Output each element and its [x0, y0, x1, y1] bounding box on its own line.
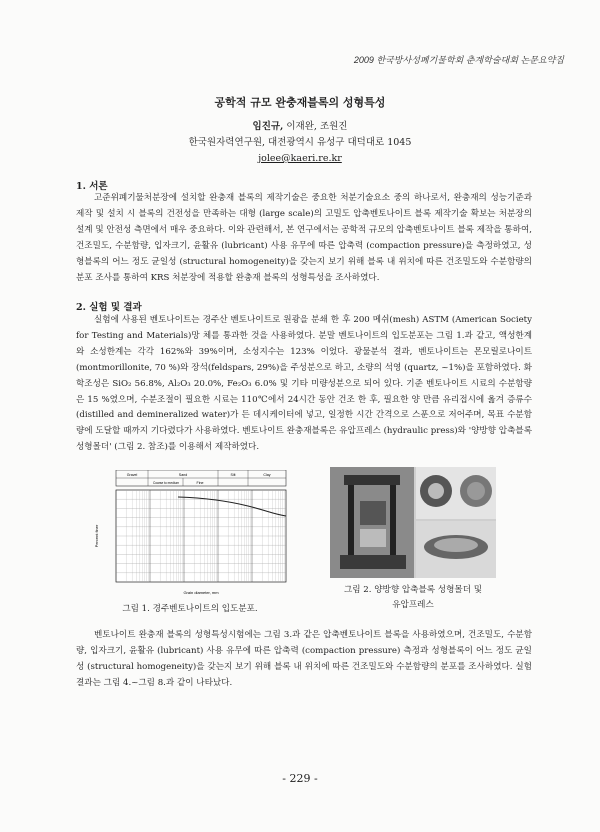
fig1-xlabel: Grain diameter, mm	[183, 590, 219, 595]
fig2-press-ram	[360, 501, 386, 525]
fig1-header-coarse: Coarse to medium	[152, 481, 180, 485]
figure-1-grain-size-plot	[88, 470, 288, 598]
section-heading-intro: 1. 서론	[76, 181, 108, 192]
running-header: 2009 한국방사성폐기물학회 춘계학술대회 논문요약집	[353, 55, 564, 65]
author-block	[0, 119, 600, 167]
page-number: - 229 -	[282, 772, 318, 785]
figure-1-caption: 그림 1. 경주벤토나이트의 입도분포.	[122, 604, 258, 614]
affiliation: 한국원자력연구원, 대전광역시 유성구 대덕대로 1045	[188, 137, 412, 148]
fig2-press-column-right	[390, 485, 396, 555]
figure-2-caption	[322, 583, 504, 613]
fig2-press-top	[344, 475, 400, 485]
lead-author: 임진규,	[252, 121, 284, 132]
fig1-header-fine: Fine	[196, 481, 204, 485]
methods-paragraph: 실험에 사용된 벤토나이트는 경주산 벤토나이트로 원광을 분쇄 한 후 200 메쉬(mesh) ASTM (American Society for Testing and Materials)망 체를 통과한 것을 사용하였다. 분말 벤토나이트의 입도분포는 그림 1.과 같고, 액성한계와 소성한계는 각각 162%와 39%이며, 소성지수는 123% 이었다. 광물분석 결과, 벤토나이트는 몬모릴로나이트 (montmorillonite, 70 %)와 장석(feldspars, 29%)을 주성분으로 하고, 소량의 석영 (quartz, ~1%)을 포함하였다. 화학조성은 SiO₂ 56.8%, Al₂O₃ 20.0%, Fe₂O₃ 6.0% 및 기타 미량성분으로 되어 있다. 기준 벤토나이트 시료의 수분함량은 15 %였으며, 수분조절이 필요한 시료는 110℃에서 24시간 동안 건조 한 후, 필요한 양 만큼 유리접시에 옮겨 증류수 (distilled and demineralized water)가 든 데시케이터에 넣고, 일정한 시간 간격으로 스푼으로 저어주며, 목표 수분함량에 도달할 때까지 기다렸다가 사용하였다. 벤토나이트 완충재블록은 유압프레스 (hydraulic press)와 '양방향 압축블록 성형몰더' (그림 2. 참조)를 이용해서 제작하였다.	[76, 315, 532, 453]
author-email: jolee@kaeri.re.kr	[258, 153, 342, 164]
figure-2-caption-line-2: 유압프레스	[392, 600, 434, 610]
paper-title: 공학적 규모 완충재블록의 성형특성	[214, 96, 386, 109]
closing-paragraph: 벤토나이트 완충재 블록의 성형특성시험에는 그림 3.과 같은 압축벤토나이트 블록을 사용하였으며, 건조밀도, 수분함량, 입자크기, 윤활유 (lubricant) 사용 유무에 따른 압축력 (compaction pressure) 측정과 성형블록이 어느 정도 균일성 (structural homogeneity)을 갖는지 보기 위해 블록 내 위치에 따른 건조밀도와 수분함량의 분포를 조사하였다. 실험결과는 그림 4.~그림 8.과 같이 나타났다.	[76, 630, 532, 688]
co-authors: 이재완, 조원진	[283, 121, 348, 132]
fig2-press-column-left	[348, 485, 354, 555]
figure-2-photo	[330, 467, 496, 578]
fig1-header-silt: Silt	[230, 473, 236, 477]
author-line	[0, 119, 600, 135]
fig1-header-gravel: Gravel	[126, 473, 138, 477]
fig2-press-base	[340, 555, 406, 569]
figure-2-caption-line-1: 그림 2. 양방향 압축블록 성형몰더 및	[343, 585, 483, 595]
intro-paragraph: 고준위폐기물처분장에 설치할 완충재 블록의 제작기술은 중요한 처분기술요소 중의 하나로서, 완충재의 성능기준과 제작 및 설치 시 블록의 건전성을 만족하는 대형 (large scale)의 고밀도 압축벤토나이트 블록 제작기술 확보는 처분장의 설계 및 안전성 측면에서 매우 중요하다. 이와 관련해서, 본 연구에서는 공학적 규모의 압축벤토나이트 블록 제작을 통하여, 건조밀도, 수분함량, 입자크기, 윤활유 (lubricant) 사용 유무에 따른 압축력 (compaction pressure)을 측정하였고, 성형블록의 어느 정도 균일성 (structural homogeneity)을 갖는지 보기 위해 블록 내 위치에 따른 건조밀도와 수분함량의 분포 조사를 통하여 KRS 처분장에 적용할 완충재 블록의 성형특성을 조사하였다.	[76, 193, 532, 283]
fig1-header-sand: Sand	[178, 473, 188, 477]
section-heading-methods: 2. 실험 및 결과	[76, 302, 142, 313]
fig1-header-clay: Clay	[263, 473, 271, 477]
fig2-press-mold	[360, 529, 386, 547]
fig1-ylabel: Percent finer	[94, 524, 99, 548]
